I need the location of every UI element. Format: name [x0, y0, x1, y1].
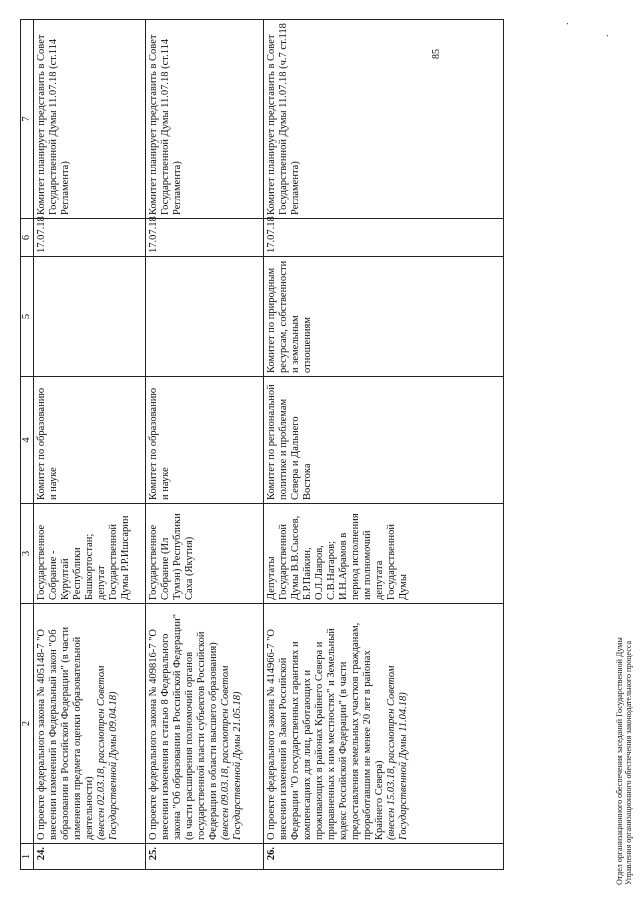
- row-number: 26.: [264, 844, 504, 870]
- table-row: [146, 20, 264, 870]
- bill-note: (внесен 02.03.18, рассмотрен Советом Государственной Думы 09.04.18): [96, 665, 119, 840]
- col-header-4: 4: [21, 377, 34, 504]
- responsible-committee: Комитет по образованию и науке: [34, 377, 146, 504]
- bill-initiator: Депутаты Государственной Думы В.В.Сысоев, Б.Р.Пайкин, О.Л.Лавров, С.В.Натаров; И.Н.Абрамов в период исполнения им полномочий депутата Государственной Думы: [264, 504, 504, 604]
- co-committee: [34, 257, 146, 377]
- co-committee: Комитет по природным ресурсам, собственности и земельным отношениям: [264, 257, 504, 377]
- col-header-5: 5: [21, 257, 34, 377]
- bill-status: Комитет планирует представить в Совет Государственной Думы 11.07.18 (ст.114 Регламента): [146, 20, 264, 219]
- bill-status: Комитет планирует представить в Совет Государственной Думы 11.07.18 (ч.7 ст.118 Регламента): [264, 20, 504, 219]
- col-header-3: 3: [21, 504, 34, 604]
- header-row: [21, 20, 34, 870]
- row-number: 24.: [34, 844, 146, 870]
- bill-title: О проекте федерального закона № 409816-7 "О внесении изменения в статью 8 Федерального закона "Об образовании в Российской Федерации" (в части расширения полномочий органов государственной власти субъектов Российской Федерации в области высшего образования): [148, 614, 219, 840]
- col-header-7: 7: [21, 20, 34, 219]
- bill-description: [34, 604, 146, 844]
- col-header-2: 2: [21, 604, 34, 844]
- bill-title: О проекте федерального закона № 405148-7 "О внесении изменений в Федеральный закон "Об образовании в Российской Федерации" (в части изменения предмета оценки образовательной деятельности): [36, 626, 95, 840]
- bill-initiator: Государственное Собрание - Курултай Республики Башкортостан; депутат Государственной Думы Р.Р.Ишсарин: [34, 504, 146, 604]
- col-header-6: 6: [21, 219, 34, 257]
- bill-status: Комитет планирует представить в Совет Государственной Думы 11.07.18 (ст.114 Регламента): [34, 20, 146, 219]
- bill-description: [146, 604, 264, 844]
- responsible-committee: Комитет по региональной политике и проблемам Севера и Дальнего Востока: [264, 377, 504, 504]
- table-row: [34, 20, 146, 870]
- deadline-date: 17.07.18: [146, 219, 264, 257]
- table-row: [264, 20, 504, 870]
- scan-speck: .: [560, 22, 571, 25]
- footer-line-2: Управления организационного обеспечения законодательного процесса: [624, 640, 633, 885]
- co-committee: [146, 257, 264, 377]
- bill-initiator: Государственное Собрание (Ил Тумэн) Республики Саха (Якутия): [146, 504, 264, 604]
- responsible-committee: Комитет по образованию и науке: [146, 377, 264, 504]
- deadline-date: 17.07.18: [264, 219, 504, 257]
- footer-line-1: Отдел организационного обеспечения заседаний Государственной Думы: [615, 637, 624, 885]
- page-number: 85: [431, 49, 442, 59]
- scan-speck: .: [600, 34, 611, 37]
- col-header-1: 1: [21, 844, 34, 870]
- deadline-date: 17.07.18: [34, 219, 146, 257]
- bill-note: (внесен 09.03.18, рассмотрен Советом Государственной Думы 21.05.18): [220, 665, 243, 840]
- bill-description: [264, 604, 504, 844]
- row-number: 25.: [146, 844, 264, 870]
- bill-note: (внесен 15.03.18, рассмотрен Советом Государственной Думы 11.04.18): [386, 665, 409, 840]
- bill-title: О проекте федерального закона № 414966-7 "О внесении изменений в Закон Российской Федерации "О государственных гарантиях и компенсациях для лиц, работающих и проживающих в районах Крайнего Севера и приравненных к ним местностях" и Земельный кодекс Российской Федерации" (в части предоставления земельных участков гражданам, проработавшим не менее 20 лет в районах Крайнего Севера): [266, 622, 385, 840]
- bills-table: [20, 19, 504, 870]
- page-footer: [615, 637, 633, 885]
